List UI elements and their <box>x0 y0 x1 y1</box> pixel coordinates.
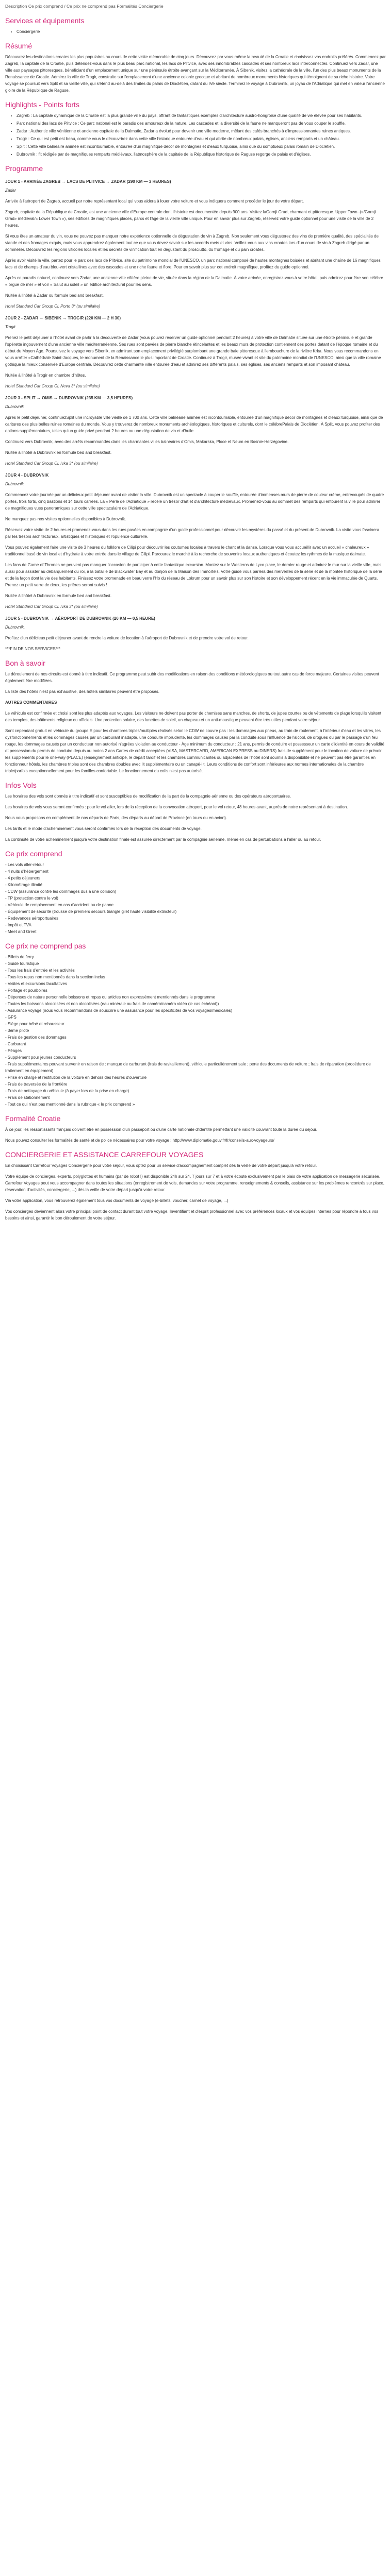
day-paragraph: Après avoir visité la ville, partez pour le parc des lacs de Plitvice, site du patrimoine mondial de l'UNESCO, un parc national composé de hautes montagnes boisées et abritant une chaîne de 16 magnifiques lacs et de champs d'eau bleu-vert cristallines avec des cascades et une riche faune et flore. Pour en savoir plus sur cet endroit magnifique, profitez du guide optionnel. <box>5 258 381 269</box>
conditions-title: AUTRES COMMENTAIRES <box>5 700 57 705</box>
formalite-text: À ce jour, les ressortissants français doivent être en possession d'un passeport ou d'une carte nationale d'identité permettant une validité couvrant toute la durée du séjour. <box>5 1127 317 1132</box>
list-item: • Split : Cette ville balnéaire animée est incontournable, entourée d'un magnifique décor de montagnes et d'eaux turquoise, ainsi que du somptueux palais romain de Dioclétien. <box>17 143 386 150</box>
prix-comprend-section <box>5 849 386 935</box>
bon-savoir-text: Le déroulement de nos circuits est donné à titre indicatif. Ce programme peut subir des modifications en raison des conditions météorologiques ou tout autre cas de force majeure. Certaines visites peuvent également être modifiées. <box>5 672 379 683</box>
day-subtitle: Dubrovnik <box>5 404 24 409</box>
formalite-section <box>5 1114 386 1144</box>
list-item: • Conciergerie <box>17 28 386 35</box>
list-item: - Carburant <box>5 1042 26 1046</box>
highlights-section <box>5 100 386 158</box>
list-item: • Zadar : Authentic ville vénitienne et ancienne capitale de la Dalmatie, Zadar a évolué pour devenir une ville moderne, mêlant des cafés branchés à d'impressionnantes ruines antiques. <box>17 128 386 134</box>
list-item: - Redevances aéroportuaires <box>5 916 59 921</box>
day-title: JOUR 5 - DUBROVNIK → AÉROPORT DE DUBROVNIK (20 KM — 0,5 HEURE) <box>5 616 155 621</box>
day-paragraph: Profitez d'un délicieux petit déjeuner avant de rendre la voiture de location à l'aéroport de Dubrovnik et de prendre votre vol de retour. <box>5 636 249 640</box>
resume-heading: Résumé <box>5 42 32 50</box>
list-item: - Frais de traversée de la frontière <box>5 1082 68 1087</box>
day-paragraph: Continuez vers Dubrovnik, avec des arrêts recommandés dans les charmantes villes balnéaires d'Omis, Makarska, Ploce et Neum en Bosnie-Herzégovine. <box>5 439 289 444</box>
infos-text: Les horaires de vols vous seront confirmés : pour le vol aller, lors de la réception de la convocation aéroport, pour le vol retour, 48 heures avant, auprès de notre représentant à destination. <box>5 805 348 809</box>
resume-text: Découvrez les destinations croates les plus populaires au cours de cette visite mémorable de cinq jours. Découvrez par vous-même la beauté de la Croatie et choisissez vos endroits préférés. Commencez par Zagreb, la capitale de la Croatie, puis détendez-vous dans le plus beau parc national, les lacs de Plitvice, avec ses innombrables cascades et ses nombreux lacs interconnectés. Continuez vers Zadar, une ville aux paysages pittoresques, bénéficiant d'un emplacement unique sur une péninsule étroite avançant sur la Méditerranée. À Sibenik, visitez la cathédrale de la ville, l'un des plus beaux monuments de la Renaissance de Croatie. Admirez la ville de Trogir, construite sur l'emplacement d'une ancienne colonie grecque et abritant de nombreux monuments historiques qui témoignent de sa riche histoire. Votre voyage se poursuit vers Split et sa vieille ville, qui s'étend au-delà des limites du palais de Dioclétien, datant du IVe siècle. Terminez le voyage à Dubrovnik, un joyau de l'Adriatique qui met en valeur l'ancienne gloire de la République de Raguse. <box>5 55 386 93</box>
day-title: JOUR 1 - ARRIVÉE ZAGREB → LACS DE PLITVICE → ZADAR (290 KM — 3 HEURES) <box>5 179 171 184</box>
day-title: JOUR 3 - SPLIT → OMIS → DUBROVNIK (235 KM — 3,5 HEURES) <box>5 396 133 400</box>
conciergerie-text: Votre équipe de concierges, experts, polyglottes et humains (par de robot !) est disponible 24h sur 24, 7 jours sur 7 et à votre écoute exclusivement par le biais de votre application de messagerie sécurisée. Carrefour Voyages peut vous accompagner dans toutes les situations (enregistrement de vols, demandes sur votre programme, renseignements & conseils, assistance sur les problèmes rencontrés sur place, réservation d'activités, conciergerie, ...) dès la veille de votre départ jusqu'à votre retour. <box>5 1174 385 1192</box>
day-paragraph: Commencez votre journée par un délicieux petit déjeuner avant de visiter la ville. Dubrovnik est un spectacle à couper le souffle, entourée d'immenses murs de pierre de couleur crème, entrecoupés de quatre portes, trois forts, cinq bastions et 14 tours carrées. La « Perle de l'Adriatique » recèle un trésor d'art et d'architecture médiévaux. Promenez-vous au sommet des remparts qui entourent la ville pour admirer de magnifiques vues panoramiques sur cette ville spectaculaire de l'Adriatique. <box>5 493 384 511</box>
list-item: - Prise en charge et restitution de la voiture en dehors des heures d'ouverture <box>5 1075 147 1080</box>
list-item: - Les vols aller-retour <box>5 862 44 867</box>
day-paragraph: Nuitée à l'hôtel à Zadar ou formule bed and breakfast. <box>5 293 104 298</box>
list-item: • Trogir : Ce qui est petit est beau, comme vous le découvrirez dans cette ville historique entourée d'eau et qui abrite de nombreux palais, églises, anciens remparts et un château. <box>17 135 386 142</box>
hotel-note: Hotel Standard Car Group Cl. Neva 3* (ou similaire) <box>5 384 100 388</box>
bon-savoir-section <box>5 658 386 774</box>
infos-text: Nous vous proposons en complément de nos départs de Paris, des départs au départ de Province (en tours ou en avion). <box>5 816 227 820</box>
prix-pas-heading: Ce prix ne comprend pas <box>5 942 86 950</box>
infos-vols-section <box>5 781 386 843</box>
list-item: - Frais supplémentaires pouvant survenir en raison de : manque de carburant (frais de ravitaillement), véhicule particulièrement sale ; perte des documents de voiture ; frais de réparation (procédure de traitement en équipement) <box>5 1062 371 1073</box>
day-paragraph: Après ce paradis naturel, continuez vers Zadar, une ancienne ville côtière pleine de vie, située dans la région de la Dalmatie. À votre arrivée, enregistrez-vous à votre hôtel, puis admirez pour être son célèbre « orgue de mer » et voir « Salut au soleil » un édifice architectural pour les sens. <box>5 276 383 287</box>
day-paragraph: Arrivée à l'aéroport de Zagreb, accueil par notre représentant local qui vous aidera à louer votre voiture et vous indiquera comment procéder le jour de votre départ. <box>5 199 304 204</box>
bon-savoir-text: Le véhicule est confirmée et choisi sont les plus adaptés aux voyages. Les visiteurs ne doivent pas porter de chemises sans manches, de shorts, de jupes courtes ou de vêtements de plage lorsqu'ils visitent des temples, des bâtiments religieux ou officiels. Une protection solaire, des lunettes de soleil, un chapeau et un anti-moustique peuvent être très utiles pendant votre séjour. <box>5 711 382 722</box>
list-item: - Dépenses de nature personnelle boissons et repas ou articles non expressément mentionnés dans le programme <box>5 995 215 999</box>
programme-heading: Programme <box>5 164 43 173</box>
day-block <box>5 315 386 389</box>
highlights-heading: Highlights - Points forts <box>5 100 79 109</box>
list-item: - Guide touristique <box>5 961 39 966</box>
list-item: - Toutes les boissons alcoolisées et non alcoolisées (eau minérale ou frais de caméra/caméra vidéo (le cas échéant)) <box>5 1002 219 1006</box>
day-paragraph: Prenez le petit déjeuner à l'hôtel avant de partir à la découverte de Zadar (vous pouvez réserver un guide optionnel pendant 2 heures) à votre ville de Dalmatie située sur une étroite péninsule et grande l'opérette ingouvernent d'une ancienne ville méditerranéenne. Ses rues sont pavées de pierre blanche étincelantes et les beaux murs de protection contiennent des portes datant de l'époque romaine et du début du Moyen Âge. Poursuivez le voyage vers Sibenik, en admirant son emplacement privilégié surplombant une grande baie pittoresque à l'embouchure de la rivière Krka. Nous vous recommandons en vous arrêter »Cathédrale Saint-Jacques, le monument de la Renaissance le plus important de Croatie. Continuez à Trogir, musée vivant et site du patrimoine mondial de l'UNESCO, ainsi que la ville romaine gothique la mieux conservée d'Europe centrale. Découvrez cette charmante ville entourée d'eau et admirez ses différents palais, ses églises, ses anciens remparts et son imposant château. <box>5 335 381 367</box>
conciergerie-text: Vos concierges deviennent alors votre principal point de contact durant tout votre voyage. Inventifiant et d'esprit professionnel avec vos préférences locaux et vos équipes internes pour répondre à tous vos besoins et ainsi, garantir le bon déroulement de votre séjour. <box>5 1209 379 1221</box>
formalite-heading: Formalité Croatie <box>5 1114 61 1123</box>
services-list <box>5 28 386 35</box>
list-item: - Tout ce qui n'est pas mentionné dans la rubrique « le prix comprend » <box>5 1102 135 1107</box>
list-item: - Assurance voyage (nous vous recommandons de souscrire une assurance pour les spécificités de vos voyages/médicales) <box>5 1008 233 1013</box>
day-paragraph: Après le petit déjeuner, continuezSplit une incroyable ville vieille de 1 700 ans. Cette ville balnéaire animée est incontournable, entourée d'un magnifique décor de montagnes et d'eaux turquoise, ainsi que de caritures des plus belles ruines romaines du monde. Vous y trouverez de nombreux monuments archéologiques, historiques et culturels, dont le célèbrePalais de Dioclétien. À Split, vous pouvez profiter des options supplémentaires, telles qu'un guide privé pendant 2 heures ou une dégustation de vin et d'huile. <box>5 415 383 433</box>
list-item: - Siège pour bébé et rehausseur <box>5 1022 64 1026</box>
hotel-note: Hotel Standard Car Group Cl. Porto 3* (ou similaire) <box>5 304 101 309</box>
list-item: • Zagreb : La capitale dynamique de la Croatie est la plus grande ville du pays, offrant de fantastiques exemples d'architecture austro-hongroise d'une qualité de vie élevée pour ses habitants. <box>17 112 386 119</box>
day-paragraph: Les fans de Game of Thrones ne peuvent pas manquer l'occasion de participer à cette fantastique excursion. Montez sur le Westeros de Lyco place, le dernier rouge et admirez le mur sur la vieille ville, mais aussi pour assister au débarquement du roi, à la bataille de Blackwater Bay et au donjon de la Maison des Immortels. Votre guide vous parlera des merveilles de la série et de la montée historique de la série et de la façon dont la vie des habitants. Finissez votre promenade en beau verre l'Ho du réseau de Lokrum pour un savoir plus sur son histoire et son développement récent en la vie immaculée de Quarts. Prenez un petit verre de deux, les prières seront suivis ! <box>5 563 382 587</box>
programme-section <box>5 164 386 652</box>
day-paragraph: Réservez votre visite de 2 heures et promenez-vous dans les rues pavées en compagnie d'un guide professionnel pour découvrir les mystères du passé et du présent de Dubrovnik. La visite vous fascinera par les trésors architecturaux, artistiques et historiques et l'opulence culturelle. <box>5 528 380 539</box>
hotel-note: Hotel Standard Car Group Cl. Ivka 3* (ou similaire) <box>5 604 98 609</box>
list-item: - 4 nuits d'hébergement <box>5 869 48 874</box>
list-item: - Véhicule de remplacement en cas d'accident ou de panne <box>5 903 114 907</box>
list-item: - Frais de stationnement <box>5 1095 50 1100</box>
list-item: - Tous les frais d'entrée et les activités <box>5 968 75 973</box>
list-item: - 4 petits déjeuners <box>5 876 41 880</box>
list-item: - Visites et excursions facultatives <box>5 981 67 986</box>
list-item: - Portage et pourboires <box>5 988 47 993</box>
resume-section <box>5 41 386 94</box>
list-item: - TP (protection contre le vol) <box>5 896 58 901</box>
list-item: • Dubrovnik : fit rédigée par de magnifiques remparts médiévaux, l'atmosphère de la capitale de la République historique de Raguse regorge de palais et d'églises. <box>17 151 386 158</box>
services-heading: Services et équipements <box>5 16 85 25</box>
day-block <box>5 178 386 310</box>
day-paragraph: Ne manquez pas nos visites optionnelles disponibles à Dubrovnik. <box>5 517 126 521</box>
page <box>0 0 391 1236</box>
list-item: - 3ème pilote <box>5 1028 29 1033</box>
prix-pas-section <box>5 941 386 1108</box>
prix-pas-list <box>5 954 386 1108</box>
prix-comprend-list <box>5 861 386 935</box>
highlights-list <box>5 112 386 158</box>
day-paragraph: Zagreb, capitale de la République de Croatie, est une ancienne ville d'Europe centrale dont l'histoire est documentée depuis 900 ans. Visitez laGornji Grad, charmant et pittoresque. Upper Town -(»/Gornji Grad» médiéval/« Lower Town »), ses édifices de magnifiques places, parcs et l'âge de la vieille ville unique. Pour en savoir plus sur Zagreb, réservez votre guide optionnel pour une visite de la ville de 2 heures. <box>5 210 376 228</box>
services-section <box>5 16 386 35</box>
day-title: JOUR 4 - DUBROVNIK <box>5 473 49 478</box>
infos-text: Les tarifs et le mode d'acheminement vous seront confirmés lors de la réception des documents de voyage. <box>5 826 202 831</box>
list-item: - Tous les repas non mentionnés dans la section inclus <box>5 975 105 979</box>
day-block <box>5 472 386 610</box>
list-item: - Supplément pour jeunes conducteurs <box>5 1055 76 1060</box>
infos-vols-heading: Infos Vols <box>5 781 37 789</box>
conciergerie-heading: CONCIERGERIE ET ASSISTANCE CARREFOUR VOYAGES <box>5 1150 204 1159</box>
list-item: - Frais de gestion des dommages <box>5 1035 67 1040</box>
formalite-text: Nous pouvez consulter les formalités de santé et de police nécessaires pour votre voyage : http://www.diplomatie.gouv.fr/fr/conseils-aux-voyageurs/ <box>5 1138 274 1143</box>
day-subtitle: Dubrovnik. <box>5 625 25 630</box>
prix-comprend-heading: Ce prix comprend <box>5 850 62 858</box>
day-title: JOUR 2 - ZADAR → SIBENIK → TROGIR (220 KM — 2 H 30) <box>5 316 121 320</box>
bon-savoir-text: La liste des hôtels n'est pas exhaustive, des hôtels similaires peuvent être proposés. <box>5 689 160 694</box>
day-paragraph: ***FIN DE NOS SERVICES*** <box>5 647 60 651</box>
conciergerie-text: Via votre application, vous retrouverez également tous vos documents de voyage (e-billets, voucher, carnet de voyage, ...) <box>5 1198 229 1203</box>
day-block <box>5 395 386 467</box>
conciergerie-section <box>5 1150 386 1222</box>
list-item: - CDW (assurance contre les dommages dus à une collision) <box>5 889 117 894</box>
list-item: - GPS <box>5 1015 17 1020</box>
day-paragraph: Si vous êtes un amateur du vin, vous ne pouvez pas manquer notre expérience optionnelle de dégustation de vin à Zagreb. Non seulement vous dégusterez des vins de première qualité, des spécialités de viande et des fromages exquis, mais vous apprendrez également tout ce que vous devez savoir sur les accords mets et vins. Veillez-vous aux vins croates lors d'un cours de vin à Zagreb dirigé par un sommelier. Découvrez les régions viticoles locales et les secrets de vinification tout en dégustant du prosciutto, du fromage et du pain croates. <box>5 234 379 252</box>
hotel-note: Hotel Standard Car Group Cl. Ivka 3* (ou similaire) <box>5 461 98 466</box>
day-paragraph: Vous pouvez également faire une visite de 3 heures du folklore de Cilipi pour découvrir les coutumes locales à travers le chant et la danse. Lorsque vous vous accueillir avec un accueil « chaleureux » traditionnel basé de vin local et d'hydrate à votre entrée dans le village de Cilipi. Parcourez le marché à la recherche de souvenirs locaux authentiques et écoutez les rythmes de la musique dalmate. <box>5 545 369 556</box>
infos-text: La continuité de votre acheminement jusqu'à votre destination finale est assurée directement par la compagnie aérienne, même en cas de perturbations à l'aller ou au retour. <box>5 837 321 842</box>
bon-savoir-text: Sont cependant gratuit en véhicule du groupe E pour les chambres triples/multiples réalisés selon le CDW ne couvre pas : les dommages aux pneus, au train de roulement, à l'intérieur d'eau et les vitres, les dysfonctionnements et les dommages causés par un carburant inadapté, une conduite imprudente, les dommages causés par la conduite sous l'influence de l'alcool, de drogues ou par le passage d'un feu rouge, les dommages causés par un conducteur non autorisé n'agrées violation au conducteur - Âge minimum du conducteur : 21 ans, permis de conduire et possesseur un carte d'identité en cours de validité et possession du permis de conduire depuis au moins 2 ans Cartes de crédit acceptées (VISA, MASTERCARD, AMERICAN EXPRESS ou DINERS) frais de supplément pour le location de voiture de prévoir les suppléments pour le one-way (PLACE) (enseignement anticipé, le départ tardif et les chambres communicantes ou adjacentes de l'hôtel sont soumis à disponibilité et ne peuvent pas être garanties en fonctionneur hôtels, les chambres triples sont des chambres doubles avec lit supplémentaire ou un canapé-lit. Leurs conditions de confort sont inférieures aux normes internationales de la chambre triple/parfois exceptionnellement pour les familles confortable. Le fonctionnement du colis n'est pas autorisé. <box>5 728 385 773</box>
infos-text: Les horaires des vols sont donnés à titre indicatif et sont susceptibles de modification de la part de la compagnie aérienne ou des opérateurs aéroportuaires. <box>5 794 291 799</box>
conciergerie-text: En choisissant Carrefour Voyages Conciergerie pour votre séjour, vous optez pour un service d'accompagnement complet dès la veille de votre départ jusqu'à votre retour. <box>5 1163 317 1168</box>
list-item: - Frais de nettoyage du véhicule (à payer lors de la prise en charge) <box>5 1089 129 1093</box>
day-subtitle: Dubrovnik <box>5 482 24 486</box>
day-subtitle: Zadar <box>5 188 16 193</box>
list-item: - Billets de ferry <box>5 955 34 959</box>
day-paragraph: Nuitée à l'hôtel à Trogir en chambre d'hôtes. <box>5 373 86 378</box>
list-item: - Péages <box>5 1048 22 1053</box>
list-item: • Parc national des lacs de Plitvice : Ce parc national est le paradis des amoureux de la nature. Les cascades et la diversité de la faune ne manqueront pas de vous couper le souffle. <box>17 120 386 127</box>
breadcrumb: Description Ce prix comprend / Ce prix ne comprend pas Formalités Conciergerie <box>5 4 164 9</box>
day-paragraph: Nuitée à l'hôtel à Dubrovnik en formule bed and breakfast. <box>5 594 112 598</box>
list-item: - Impôt et TVA <box>5 923 31 927</box>
list-item: - Meet and Greet <box>5 929 37 934</box>
bon-savoir-heading: Bon à savoir <box>5 659 45 667</box>
day-paragraph: Nuitée à l'hôtel à Dubrovnik en formule bed and breakfast. <box>5 450 112 455</box>
day-subtitle: Trogir <box>5 325 16 329</box>
list-item: - Kilométrage illimité <box>5 883 43 887</box>
list-item: - Équipement de sécurité (trousse de premiers secours triangle gilet haute visibilité extincteur) <box>5 909 177 914</box>
day-block <box>5 615 386 652</box>
